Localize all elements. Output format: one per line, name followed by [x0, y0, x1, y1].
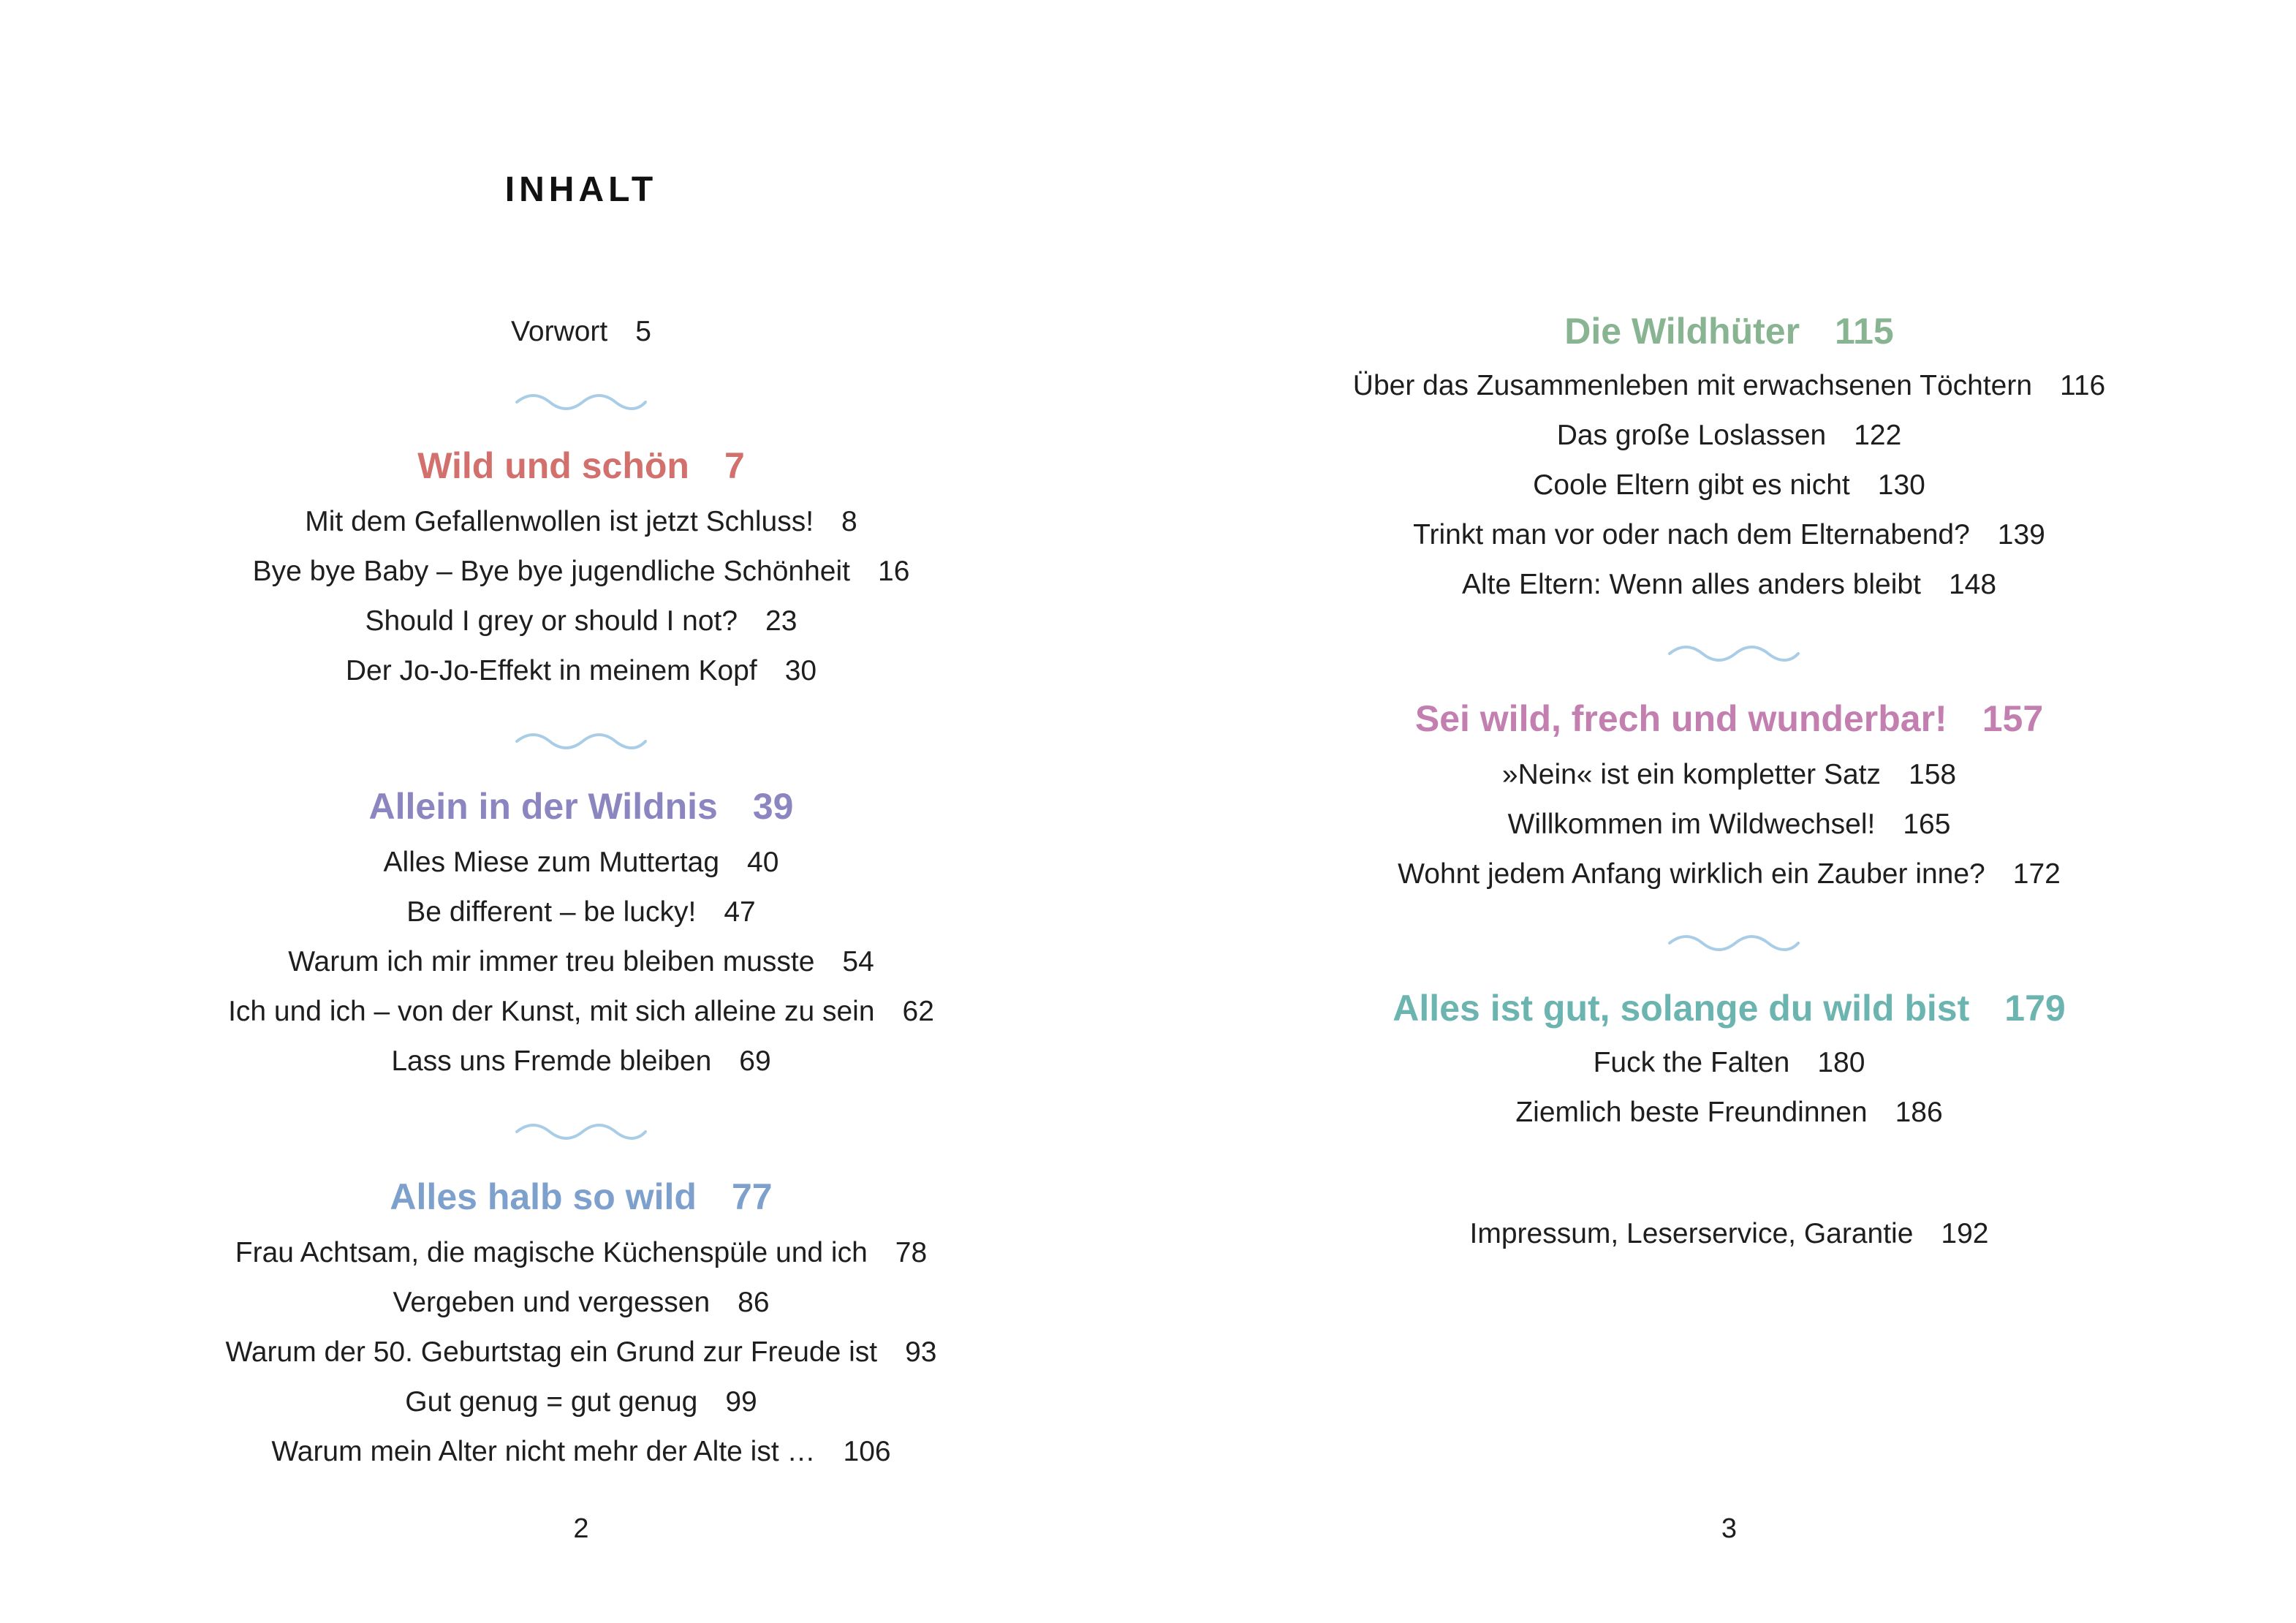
section-page: 39: [752, 786, 794, 827]
section-page: 179: [2004, 988, 2066, 1029]
entry-page: 158: [1909, 759, 1957, 790]
section-page: 115: [1835, 311, 1894, 352]
entry-page: 180: [1817, 1047, 1865, 1078]
toc-entry[interactable]: [1162, 361, 2296, 411]
section-title-text: Alles ist gut, solange du wild bist: [1393, 988, 1970, 1029]
entry-page: 116: [2060, 370, 2106, 401]
entry-page: 47: [724, 896, 756, 928]
entry-page: 5: [635, 316, 651, 347]
entry-title: Lass uns Fremde bleiben: [391, 1045, 712, 1077]
entry-page: 172: [2012, 858, 2061, 890]
entry-page: 99: [725, 1386, 757, 1418]
section-page: 157: [1982, 698, 2044, 739]
entry-page: 192: [1941, 1218, 1989, 1249]
toc-entry[interactable]: [1162, 850, 2296, 899]
section-page: 77: [731, 1176, 773, 1217]
wave-divider-icon: [515, 393, 647, 411]
entry-page: 54: [842, 946, 874, 977]
entry-title: Warum ich mir immer treu bleiben musste: [288, 946, 815, 977]
entry-page: 78: [895, 1237, 928, 1268]
toc-entry[interactable]: [0, 1427, 1162, 1477]
toc-entry[interactable]: [0, 1328, 1162, 1377]
toc-entry[interactable]: [0, 987, 1162, 1037]
entry-title: Vorwort: [511, 316, 608, 347]
toc-entry[interactable]: [0, 1228, 1162, 1278]
entry-title: Der Jo-Jo-Effekt in meinem Kopf: [345, 655, 757, 686]
toc-entry-impressum[interactable]: [1162, 1209, 2296, 1259]
toc-entry[interactable]: [1162, 750, 2296, 800]
right-page: [1162, 0, 2296, 1623]
entry-title: Should I grey or should I not?: [365, 605, 738, 637]
section-title-alles-gut[interactable]: [1162, 983, 2296, 1034]
section-title-allein[interactable]: [0, 781, 1162, 832]
entry-page: 40: [747, 847, 779, 878]
entry-page: 130: [1877, 469, 1925, 501]
toc-entry[interactable]: [1162, 510, 2296, 560]
wave-divider-icon: [1668, 645, 1800, 662]
section-title-text: Alles halb so wild: [390, 1176, 697, 1217]
toc-entry[interactable]: [0, 1278, 1162, 1328]
page-number-right: 3: [1721, 1513, 1738, 1544]
section-page: 7: [724, 445, 745, 486]
section-title-wild-und-schoen[interactable]: [0, 440, 1162, 491]
toc-entry[interactable]: [0, 646, 1162, 696]
toc-entry[interactable]: [0, 1377, 1162, 1427]
toc-entry[interactable]: [1162, 411, 2296, 461]
section-title-halb-so-wild[interactable]: [0, 1171, 1162, 1222]
entry-title: Vergeben und vergessen: [393, 1287, 711, 1318]
entry-title: Bye bye Baby – Bye bye jugendliche Schönheit: [252, 556, 850, 587]
toc-entry[interactable]: [0, 888, 1162, 937]
section-title-text: Die Wildhüter: [1564, 311, 1800, 352]
entry-title: Über das Zusammenleben mit erwachsenen Töchtern: [1352, 370, 2033, 401]
section-title-sei-wild[interactable]: [1162, 693, 2296, 744]
entry-title: Gut genug = gut genug: [405, 1386, 698, 1418]
toc-entry[interactable]: [0, 497, 1162, 547]
entry-title: Das große Loslassen: [1556, 420, 1827, 451]
entry-page: 148: [1948, 569, 1997, 600]
entry-title: Mit dem Gefallenwollen ist jetzt Schluss!: [305, 506, 814, 537]
toc-entry-vorwort[interactable]: [0, 307, 1162, 357]
entry-title: Ich und ich – von der Kunst, mit sich alleine zu sein: [228, 996, 875, 1027]
entry-title: Willkommen im Wildwechsel!: [1507, 809, 1876, 840]
entry-page: 86: [738, 1287, 770, 1318]
toc-heading: INHALT: [504, 170, 658, 209]
toc-entry[interactable]: [1162, 1038, 2296, 1088]
entry-title: Alte Eltern: Wenn alles anders bleibt: [1461, 569, 1921, 600]
entry-title: Fuck the Falten: [1593, 1047, 1790, 1078]
entry-page: 23: [765, 605, 797, 637]
wave-divider-icon: [515, 733, 647, 750]
entry-title: Be different – be lucky!: [406, 896, 697, 928]
entry-page: 122: [1854, 420, 1902, 451]
toc-entry[interactable]: [0, 838, 1162, 888]
section-title-text: Allein in der Wildnis: [368, 786, 718, 827]
entry-page: 69: [739, 1045, 771, 1077]
entry-page: 186: [1895, 1097, 1943, 1128]
entry-page: 139: [1997, 519, 2045, 551]
entry-title: Coole Eltern gibt es nicht: [1533, 469, 1850, 501]
entry-title: Impressum, Leserservice, Garantie: [1469, 1218, 1914, 1249]
toc-entry[interactable]: [1162, 1088, 2296, 1138]
wave-divider-icon: [1668, 934, 1800, 952]
toc-entry[interactable]: [0, 1037, 1162, 1086]
toc-entry[interactable]: [0, 937, 1162, 987]
entry-page: 16: [878, 556, 910, 587]
entry-title: Warum der 50. Geburtstag ein Grund zur Freude ist: [225, 1336, 878, 1368]
page-number-left: 2: [573, 1513, 589, 1544]
toc-entry[interactable]: [1162, 461, 2296, 510]
entry-title: »Nein« ist ein kompletter Satz: [1501, 759, 1881, 790]
toc-entry[interactable]: [0, 547, 1162, 597]
entry-page: 62: [902, 996, 934, 1027]
entry-page: 93: [905, 1336, 937, 1368]
entry-page: 106: [843, 1436, 891, 1467]
toc-entry[interactable]: [1162, 800, 2296, 850]
entry-page: 8: [841, 506, 857, 537]
entry-title: Wohnt jedem Anfang wirklich ein Zauber inne?: [1398, 858, 1985, 890]
entry-page: 165: [1903, 809, 1951, 840]
toc-entry[interactable]: [1162, 560, 2296, 610]
entry-title: Ziemlich beste Freundinnen: [1515, 1097, 1868, 1128]
toc-entry[interactable]: [0, 597, 1162, 646]
entry-page: 30: [784, 655, 817, 686]
section-title-wildhueter[interactable]: [1162, 306, 2296, 357]
entry-title: Frau Achtsam, die magische Küchenspüle und ich: [235, 1237, 868, 1268]
section-title-text: Sei wild, frech und wunderbar!: [1414, 698, 1947, 739]
wave-divider-icon: [515, 1123, 647, 1140]
entry-title: Trinkt man vor oder nach dem Elternabend?: [1413, 519, 1970, 551]
entry-title: Warum mein Alter nicht mehr der Alte ist …: [271, 1436, 816, 1467]
entry-title: Alles Miese zum Muttertag: [383, 847, 720, 878]
section-title-text: Wild und schön: [417, 445, 689, 486]
